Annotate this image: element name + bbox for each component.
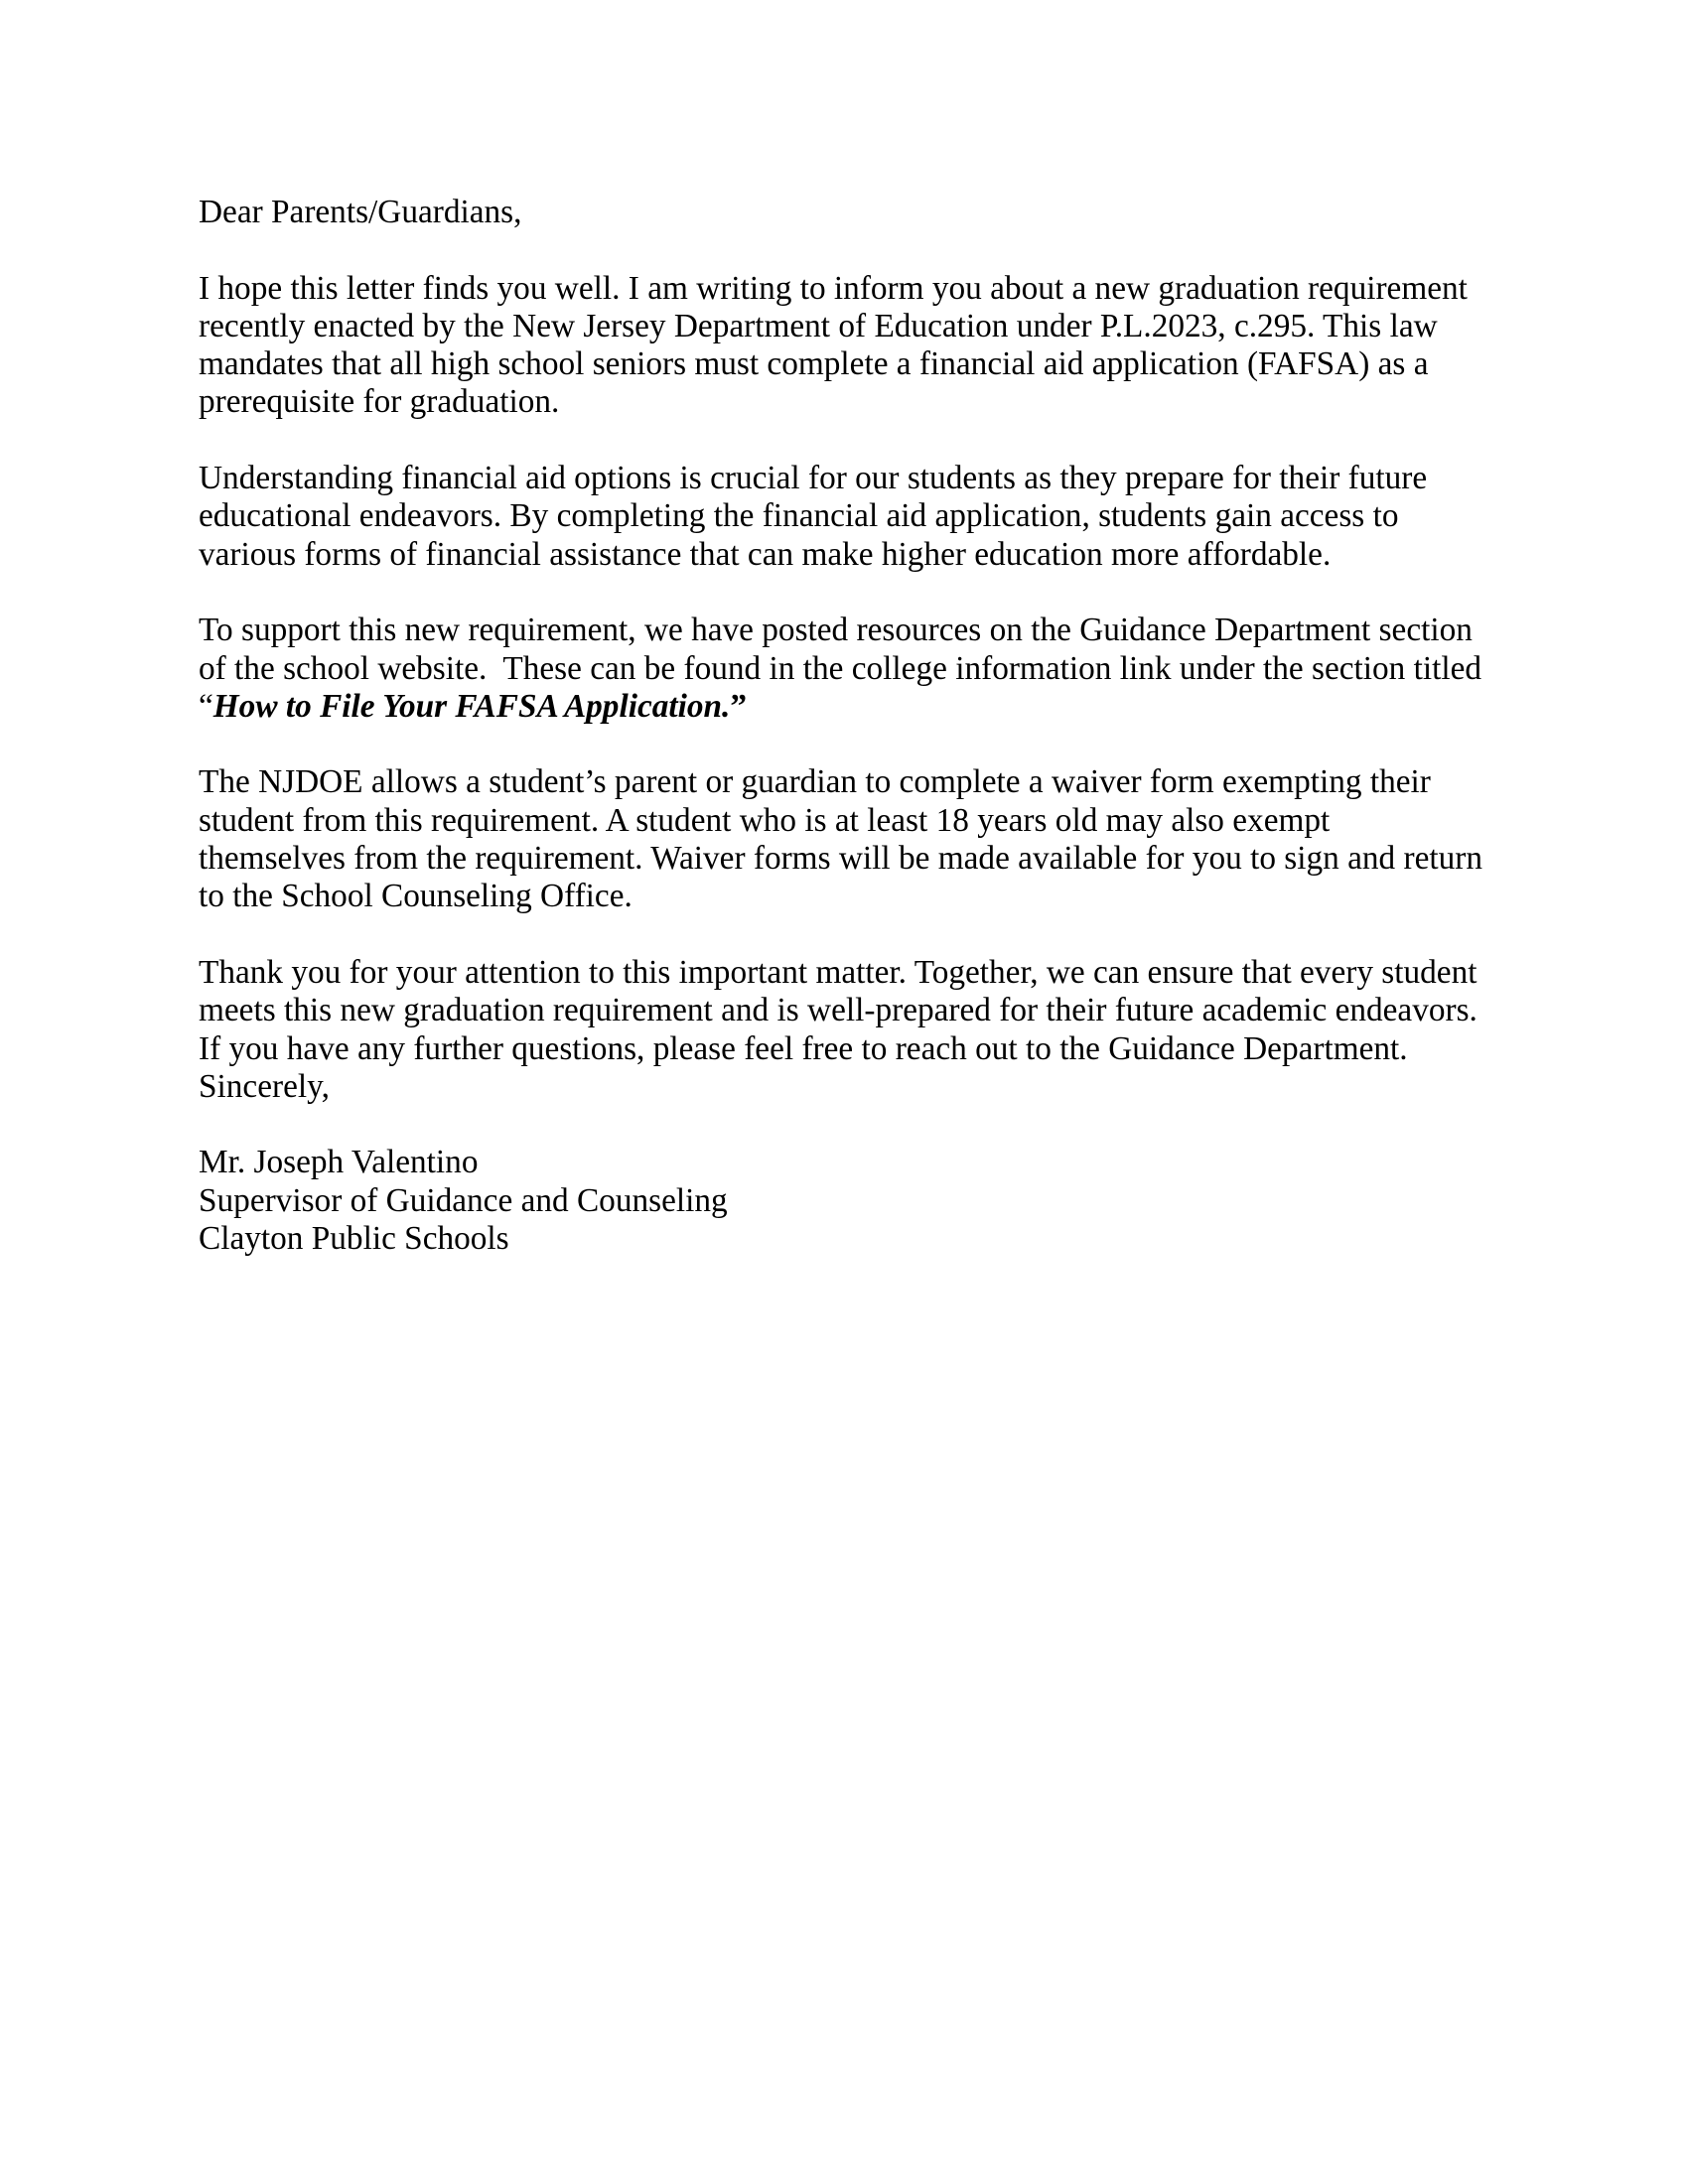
text-run: of the school website. These can be found in the college information link under the section titled (199, 649, 1482, 687)
letter-paragraph (199, 763, 1491, 915)
letter-paragraph (199, 270, 1491, 422)
text-run: prerequisite for graduation. (199, 383, 560, 421)
text-line (199, 878, 1491, 915)
text-run: themselves from the requirement. Waiver forms will be made available for you to sign and return (199, 840, 1483, 878)
text-line (199, 536, 1491, 574)
text-line (199, 497, 1491, 535)
text-line (199, 612, 1491, 649)
signature-line: Clayton Public Schools (199, 1220, 509, 1258)
text-line (199, 270, 1491, 308)
text-line (199, 992, 1491, 1029)
text-run: I hope this letter finds you well. I am writing to inform you about a new graduation requirement (199, 269, 1468, 307)
text-run: How to File Your FAFSA Application. (212, 687, 731, 725)
text-run: If you have any further questions, please feel free to reach out to the Guidance Department. (199, 1029, 1408, 1067)
text-run: educational endeavors. By completing the financial aid application, students gain access to (199, 497, 1399, 535)
salutation: Dear Parents/Guardians, (199, 194, 522, 230)
signature-line: Supervisor of Guidance and Counseling (199, 1181, 728, 1219)
signature-line: Mr. Joseph Valentino (199, 1144, 479, 1181)
text-run: mandates that all high school seniors must complete a financial aid application (FAFSA) as a (199, 345, 1429, 383)
text-line (199, 802, 1491, 840)
text-line (199, 1030, 1491, 1068)
text-run: Thank you for your attention to this important matter. Together, we can ensure that every student (199, 953, 1477, 991)
text-line (199, 650, 1491, 688)
text-run: ” (730, 687, 748, 725)
letter-paragraph (199, 954, 1491, 1068)
text-run: meets this new graduation requirement and is well-prepared for their future academic endeavors. (199, 992, 1477, 1029)
letter-body (199, 270, 1491, 1068)
signature-block (199, 1144, 1491, 1258)
letter-paragraph (199, 612, 1491, 726)
text-line (199, 840, 1491, 878)
text-run: Understanding financial aid options is crucial for our students as they prepare for their future (199, 460, 1428, 497)
text-run: student from this requirement. A student who is at least 18 years old may also exempt (199, 801, 1331, 839)
text-run: The NJDOE allows a student’s parent or guardian to complete a waiver form exempting their (199, 763, 1431, 801)
text-line (199, 383, 1491, 421)
text-run: recently enacted by the New Jersey Department of Education under P.L.2023, c.295. This law (199, 307, 1438, 344)
letter-paragraph (199, 460, 1491, 574)
text-line (199, 688, 1491, 726)
text-run: various forms of financial assistance that can make higher education more affordable. (199, 535, 1332, 573)
text-run: To support this new requirement, we have posted resources on the Guidance Department section (199, 612, 1473, 649)
text-line (199, 460, 1491, 497)
closing: Sincerely, (199, 1067, 330, 1105)
text-line (199, 345, 1491, 383)
text-line (199, 763, 1491, 801)
text-run: “ (199, 687, 213, 725)
text-line (199, 308, 1491, 345)
text-line (199, 954, 1491, 992)
text-run: to the School Counseling Office. (199, 878, 633, 915)
